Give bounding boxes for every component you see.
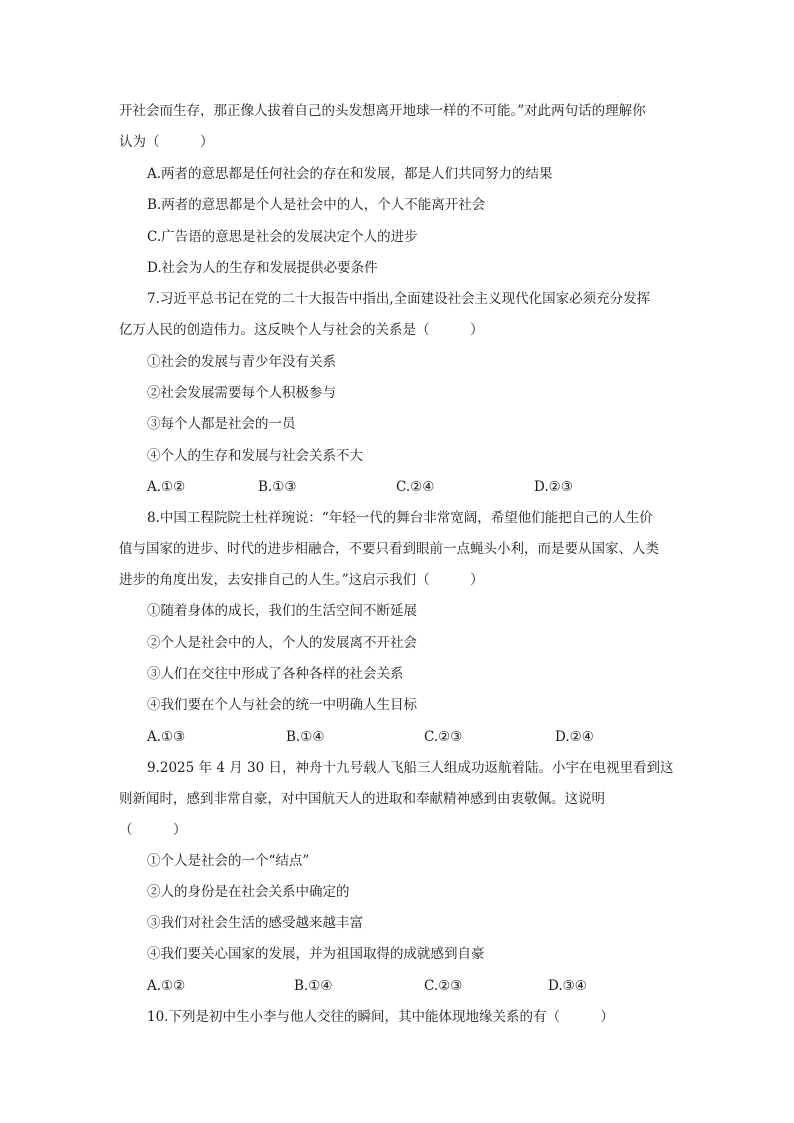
q6-option-c: C.广告语的意思是社会的发展决定个人的进步 [147, 229, 418, 245]
q7-stem-line-1: 7.习近平总书记在党的二十大报告中指出,全面建设社会主义现代化国家必须充分发挥 [147, 291, 651, 307]
q8-choice-c: C.②③ [424, 729, 463, 745]
q7-item-2: ②社会发展需要每个人积极参与 [147, 385, 336, 401]
q8-item-1: ①随着身体的成长，我们的生活空间不断延展 [147, 603, 417, 619]
q8-choice-d: D.②④ [555, 729, 594, 745]
q9-choice-c: C.②③ [424, 978, 463, 994]
q8-stem-line-2: 值与国家的进步、时代的进步相融合，不要只看到眼前一点蝇头小利，而是要从国家、人类 [119, 541, 659, 557]
q9-choice-a: A.①② [147, 978, 186, 994]
q10-stem-line-1: 10.下列是初中生小李与他人交往的瞬间，其中能体现地缘关系的有（ ） [147, 1009, 614, 1025]
q8-item-4: ④我们要在个人与社会的统一中明确人生目标 [147, 697, 417, 713]
q9-stem-line-3: （ ） [119, 822, 187, 838]
q7-item-1: ①社会的发展与青少年没有关系 [147, 354, 336, 370]
q9-stem-line-2: 则新闻时，感到非常自豪，对中国航天人的进取和奉献精神感到由衷敬佩。这说明 [119, 791, 605, 807]
q9-item-4: ④我们要关心国家的发展，并为祖国取得的成就感到自豪 [147, 946, 485, 962]
intro-line-1: 开社会而生存，那正像人拔着自己的头发想离开地球一样的不可能。”对此两句话的理解你 [119, 103, 646, 119]
q7-choice-a: A.①② [147, 479, 186, 495]
q8-choice-a: A.①③ [147, 729, 186, 745]
q6-option-a: A.两者的意思都是任何社会的存在和发展，都是人们共同努力的结果 [147, 166, 553, 182]
q9-choice-d: D.③④ [548, 978, 587, 994]
q8-choice-b: B.①④ [286, 729, 325, 745]
q8-stem-line-3: 进步的角度出发，去安排自己的人生。”这启示我们（ ） [119, 572, 484, 588]
q8-item-2: ②个人是社会中的人，个人的发展离不开社会 [147, 635, 417, 651]
q7-stem-line-2: 亿万人民的创造伟力。这反映个人与社会的关系是（ ） [119, 322, 484, 338]
q9-stem-line-1: 9.2025 年 4 月 30 日，神舟十九号载人飞船三人组成功返航着陆。小宇在电视里看到这 [147, 760, 674, 776]
q9-choice-b: B.①④ [294, 978, 333, 994]
q8-stem-line-1: 8.中国工程院院士杜祥琬说：“年轻一代的舞台非常宽阔，希望他们能把自己的人生价 [147, 510, 653, 526]
q6-option-d: D.社会为人的生存和发展提供必要条件 [147, 260, 378, 276]
q6-option-b: B.两者的意思都是个人是社会中的人，个人不能离开社会 [147, 197, 486, 213]
q7-choice-d: D.②③ [534, 479, 573, 495]
q9-item-2: ②人的身份是在社会关系中确定的 [147, 884, 350, 900]
q9-item-3: ③我们对社会生活的感受越来越丰富 [147, 915, 363, 931]
q7-item-4: ④个人的生存和发展与社会关系不大 [147, 448, 363, 464]
q7-choice-c: C.②④ [396, 479, 435, 495]
q8-item-3: ③人们在交往中形成了各种各样的社会关系 [147, 666, 404, 682]
q9-item-1: ①个人是社会的一个“结点” [147, 853, 310, 869]
q7-item-3: ③每个人都是社会的一员 [147, 416, 296, 432]
q7-choice-b: B.①③ [258, 479, 297, 495]
intro-line-2: 认为（ ） [119, 134, 214, 150]
